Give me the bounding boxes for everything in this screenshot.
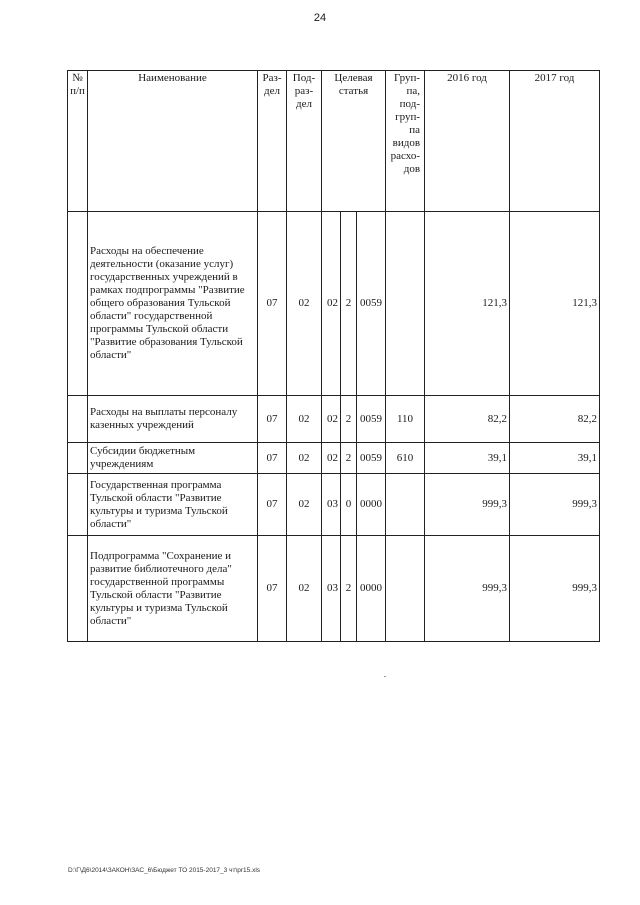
row-section: 07 <box>258 474 287 536</box>
budget-table <box>67 70 600 642</box>
row-name: Подпрограмма "Сохранение и развитие библиотечного дела" государственной программы Тульской области "Развитие культуры и туризма Тульской области" <box>88 536 258 642</box>
row-section: 07 <box>258 212 287 396</box>
header-subsection: Под-раз-дел <box>287 71 322 212</box>
row-subsection: 02 <box>287 212 322 396</box>
row-group: 610 <box>386 443 425 474</box>
file-path-footer: D:\Г\Д6\2014\ЗАКОН\ЗАС_6\Бюджет ТО 2015-2017_3 чт\pr15.xls <box>68 867 261 874</box>
row-value-2016: 39,1 <box>425 443 510 474</box>
row-group <box>386 212 425 396</box>
row-target-part2: 2 <box>341 536 357 642</box>
row-target-part1: 03 <box>322 474 341 536</box>
row-target-part2: 2 <box>341 443 357 474</box>
row-group: 110 <box>386 396 425 443</box>
row-group <box>386 474 425 536</box>
header-name: Наименование <box>88 71 258 212</box>
page-number: 24 <box>313 12 327 24</box>
row-subsection: 02 <box>287 443 322 474</box>
row-section: 07 <box>258 443 287 474</box>
table-row <box>68 212 600 396</box>
header-year-2016: 2016 год <box>425 71 510 212</box>
row-target-part3: 0059 <box>357 212 386 396</box>
scan-speck <box>384 676 386 677</box>
row-section: 07 <box>258 536 287 642</box>
row-value-2017: 999,3 <box>510 536 600 642</box>
header-section: Раз-дел <box>258 71 287 212</box>
header-group: Груп-па, под-груп-па видов расхо-дов <box>386 71 425 212</box>
table-row <box>68 474 600 536</box>
row-num <box>68 212 88 396</box>
row-value-2017: 82,2 <box>510 396 600 443</box>
row-num <box>68 536 88 642</box>
row-target-part2: 2 <box>341 396 357 443</box>
row-subsection: 02 <box>287 396 322 443</box>
row-value-2017: 121,3 <box>510 212 600 396</box>
row-target-part2: 0 <box>341 474 357 536</box>
row-target-part2: 2 <box>341 212 357 396</box>
row-target-part1: 03 <box>322 536 341 642</box>
row-name: Государственная программа Тульской области "Развитие культуры и туризма Тульской области" <box>88 474 258 536</box>
row-value-2016: 999,3 <box>425 474 510 536</box>
header-target: Целевая статья <box>322 71 386 212</box>
row-num <box>68 396 88 443</box>
row-target-part3: 0059 <box>357 396 386 443</box>
table-row <box>68 536 600 642</box>
row-value-2016: 121,3 <box>425 212 510 396</box>
table-header-row <box>68 71 600 212</box>
row-value-2016: 999,3 <box>425 536 510 642</box>
table-row <box>68 396 600 443</box>
row-subsection: 02 <box>287 536 322 642</box>
row-target-part1: 02 <box>322 212 341 396</box>
header-year-2017: 2017 год <box>510 71 600 212</box>
row-num <box>68 474 88 536</box>
row-target-part1: 02 <box>322 396 341 443</box>
row-value-2017: 999,3 <box>510 474 600 536</box>
row-group <box>386 536 425 642</box>
row-name: Субсидии бюджетным учреждениям <box>88 443 258 474</box>
table-row <box>68 443 600 474</box>
row-target-part3: 0059 <box>357 443 386 474</box>
row-value-2017: 39,1 <box>510 443 600 474</box>
row-name: Расходы на выплаты персоналу казенных учреждений <box>88 396 258 443</box>
row-value-2016: 82,2 <box>425 396 510 443</box>
header-num: № п/п <box>68 71 88 212</box>
row-target-part3: 0000 <box>357 474 386 536</box>
row-name: Расходы на обеспечение деятельности (оказание услуг) государственных учреждений в рамках подпрограммы "Развитие общего образования Тульской области" государственной программы Тульской области "Развитие образования Тульской области" <box>88 212 258 396</box>
row-section: 07 <box>258 396 287 443</box>
row-subsection: 02 <box>287 474 322 536</box>
row-target-part3: 0000 <box>357 536 386 642</box>
row-target-part1: 02 <box>322 443 341 474</box>
row-num <box>68 443 88 474</box>
